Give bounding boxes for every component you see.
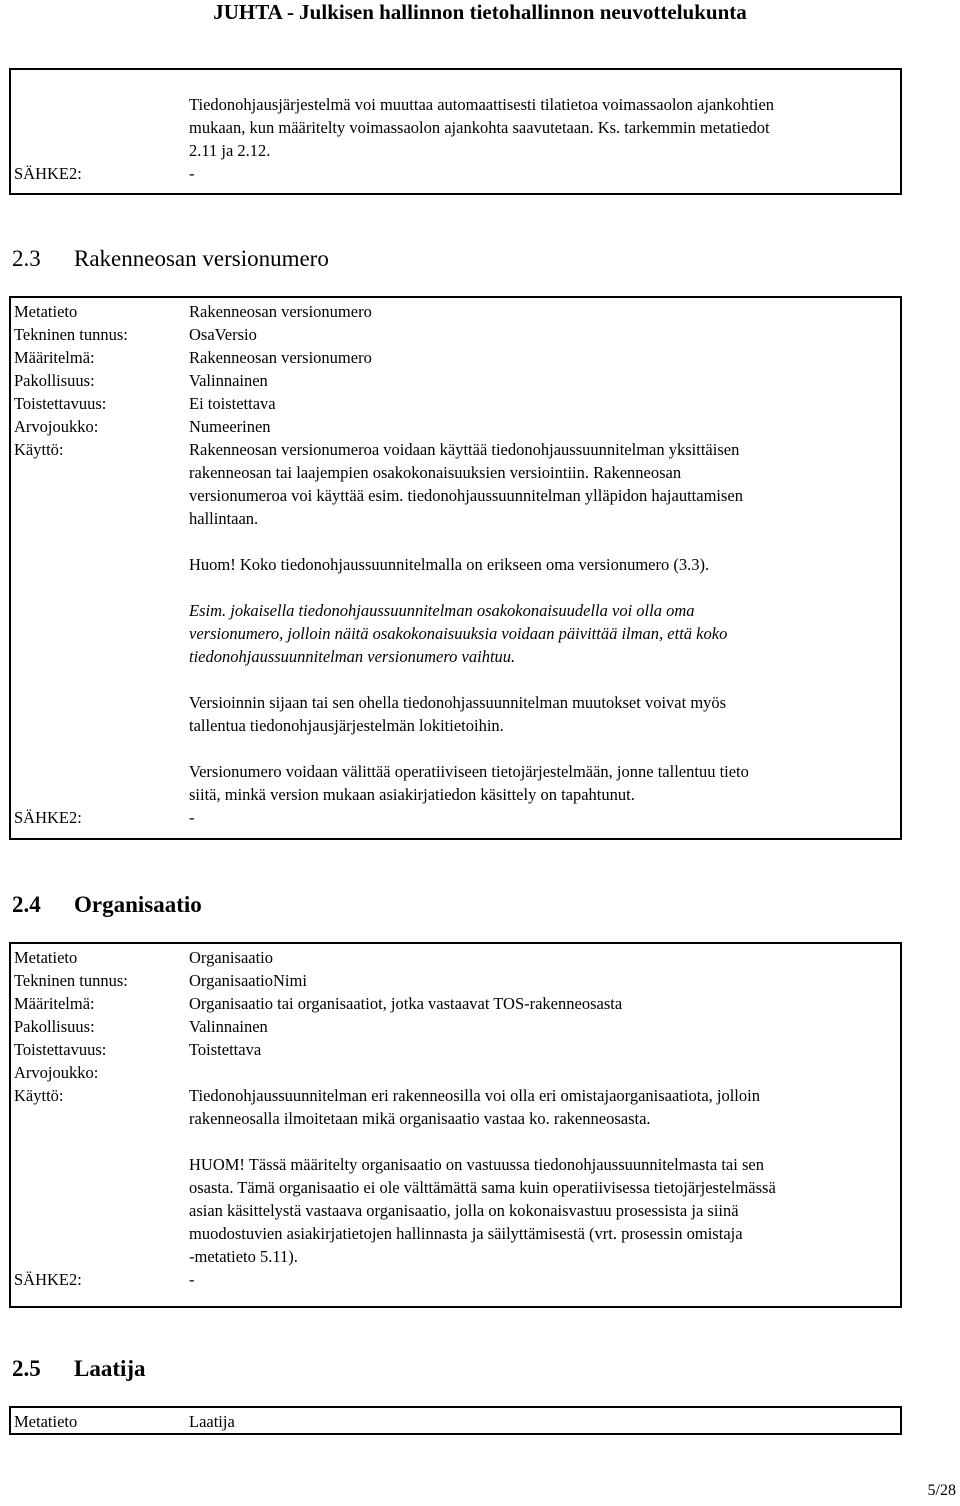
sahke-label: SÄHKE2: xyxy=(14,1270,82,1289)
row-value: Organisaatio xyxy=(189,948,274,967)
row-label: Toistettavuus: xyxy=(14,1040,107,1059)
top-metadata-table xyxy=(9,68,902,195)
section-number: 2.3 xyxy=(12,246,41,271)
row-label: Arvojoukko: xyxy=(14,417,99,436)
row-label: Metatieto xyxy=(14,302,78,321)
usage-line: Tiedonohjaussuunnitelman eri rakenneosilla voi olla eri omistajaorganisaatiota, jolloin xyxy=(189,1086,760,1105)
top-value-line: Tiedonohjausjärjestelmä voi muuttaa automaattisesti tilatietoa voimassaolon ajankohtien xyxy=(189,95,775,114)
usage-line: rakenneosalla ilmoitetaan mikä organisaatio vastaa ko. rakenneosasta. xyxy=(189,1109,651,1128)
top-value-line: 2.11 ja 2.12. xyxy=(189,141,271,160)
row-label: Pakollisuus: xyxy=(14,371,95,390)
section-number: 2.4 xyxy=(12,892,41,917)
usage-line: asian käsittelystä vastaava organisaatio, jolla on kokonaisvastuu prosessista ja siinä xyxy=(189,1201,739,1220)
section-title-2-4 xyxy=(12,891,202,919)
row-value: Ei toistettava xyxy=(189,394,276,413)
usage-line: Versioinnin sijaan tai sen ohella tiedonohjassuunnitelman muutokset voivat myös xyxy=(189,693,727,712)
row-label: Pakollisuus: xyxy=(14,1017,95,1036)
usage-text xyxy=(189,438,900,806)
table-row xyxy=(11,346,900,369)
table-row xyxy=(11,415,900,438)
table-row xyxy=(11,369,900,392)
usage-line: osasta. Tämä organisaatio ei ole välttämättä sama kuin operatiivisessa tietojärjestelmässä xyxy=(189,1178,776,1197)
usage-line: HUOM! Tässä määritelty organisaatio on vastuussa tiedonohjaussuunnitelmasta tai sen xyxy=(189,1155,764,1174)
row-value: OsaVersio xyxy=(189,325,257,344)
usage-row xyxy=(11,1084,900,1268)
table-row xyxy=(11,992,900,1015)
top-sahke-row xyxy=(11,162,900,185)
top-empty-label xyxy=(11,93,189,162)
section-title-2-3 xyxy=(12,245,329,273)
row-label: Metatieto xyxy=(14,1412,78,1431)
sahke-value: - xyxy=(189,1270,195,1289)
usage-line: Rakenneosan versionumeroa voidaan käyttää tiedonohjaussuunnitelman yksittäisen xyxy=(189,440,740,459)
table-row xyxy=(11,1061,900,1084)
metadata-table-2-3 xyxy=(9,296,902,840)
sahke-value: - xyxy=(189,164,195,183)
row-value: OrganisaatioNimi xyxy=(189,971,307,990)
sahke-row xyxy=(11,1268,900,1291)
usage-line: Versionumero voidaan välittää operatiiviseen tietojärjestelmään, jonne tallentuu tieto xyxy=(189,762,749,781)
table-row xyxy=(11,1038,900,1061)
top-value xyxy=(189,93,900,162)
row-value: Rakenneosan versionumero xyxy=(189,348,372,367)
row-label: Metatieto xyxy=(14,948,78,967)
sahke-value: - xyxy=(189,808,195,827)
table-row xyxy=(11,946,900,969)
page-number: 5/28 xyxy=(927,1482,956,1499)
section-heading: Organisaatio xyxy=(74,892,202,917)
row-value: Laatija xyxy=(189,1412,235,1431)
usage-line: muodostuvien asiakirjatietojen hallinnasta ja säilyttämisestä (vrt. prosessin omistaja xyxy=(189,1224,743,1243)
usage-line: versionumeroa voi käyttää esim. tiedonohjaussuunnitelman ylläpidon hajauttamisen xyxy=(189,486,743,505)
usage-line: -metatieto 5.11). xyxy=(189,1247,298,1266)
row-label: Määritelmä: xyxy=(14,994,95,1013)
sahke-label: SÄHKE2: xyxy=(14,808,82,827)
top-value-row xyxy=(11,93,900,162)
usage-line: versionumero, jolloin näitä osakokonaisuuksia voidaan päivittää ilman, että koko xyxy=(189,624,728,643)
row-label: Arvojoukko: xyxy=(14,1063,99,1082)
sahke-row xyxy=(11,806,900,829)
usage-line: rakenneosan tai laajempien osakokonaisuuksien versiointiin. Rakenneosan xyxy=(189,463,682,482)
usage-line: hallintaan. xyxy=(189,509,259,528)
row-value: Valinnainen xyxy=(189,1017,268,1036)
row-label: Käyttö: xyxy=(14,1086,64,1105)
row-value xyxy=(189,1061,900,1084)
section-title-2-5 xyxy=(12,1355,146,1383)
usage-row xyxy=(11,438,900,806)
usage-line: Huom! Koko tiedonohjaussuunnitelmalla on erikseen oma versionumero (3.3). xyxy=(189,555,710,574)
page-header: JUHTA - Julkisen hallinnon tietohallinnon neuvottelukunta xyxy=(213,0,747,24)
metadata-table-2-5 xyxy=(9,1406,902,1435)
table-row xyxy=(11,392,900,415)
row-value: Numeerinen xyxy=(189,417,271,436)
section-heading: Rakenneosan versionumero xyxy=(74,246,329,271)
section-heading: Laatija xyxy=(74,1356,146,1381)
usage-text xyxy=(189,1084,900,1268)
metadata-table-2-4 xyxy=(9,942,902,1308)
row-label: Käyttö: xyxy=(14,440,64,459)
row-label: Toistettavuus: xyxy=(14,394,107,413)
table-row xyxy=(11,323,900,346)
top-value-line: mukaan, kun määritelty voimassaolon ajankohta saavutetaan. Ks. tarkemmin metatiedot xyxy=(189,118,770,137)
usage-line: tiedonohjaussuunnitelman versionumero vaihtuu. xyxy=(189,647,516,666)
usage-line: tallentua tiedonohjausjärjestelmän lokitietoihin. xyxy=(189,716,504,735)
row-label: Määritelmä: xyxy=(14,348,95,367)
row-value: Valinnainen xyxy=(189,371,268,390)
row-label: Tekninen tunnus: xyxy=(14,971,128,990)
table-row xyxy=(11,1410,900,1433)
table-row xyxy=(11,1015,900,1038)
row-value: Organisaatio tai organisaatiot, jotka vastaavat TOS-rakenneosasta xyxy=(189,994,623,1013)
row-label: Tekninen tunnus: xyxy=(14,325,128,344)
section-number: 2.5 xyxy=(12,1356,41,1381)
usage-line: siitä, minkä version mukaan asiakirjatiedon käsittely on tapahtunut. xyxy=(189,785,635,804)
table-row xyxy=(11,300,900,323)
row-value: Toistettava xyxy=(189,1040,262,1059)
sahke-label: SÄHKE2: xyxy=(14,164,82,183)
usage-line: Esim. jokaisella tiedonohjaussuunnitelman osakokonaisuudella voi olla oma xyxy=(189,601,695,620)
row-value: Rakenneosan versionumero xyxy=(189,302,372,321)
table-row xyxy=(11,969,900,992)
